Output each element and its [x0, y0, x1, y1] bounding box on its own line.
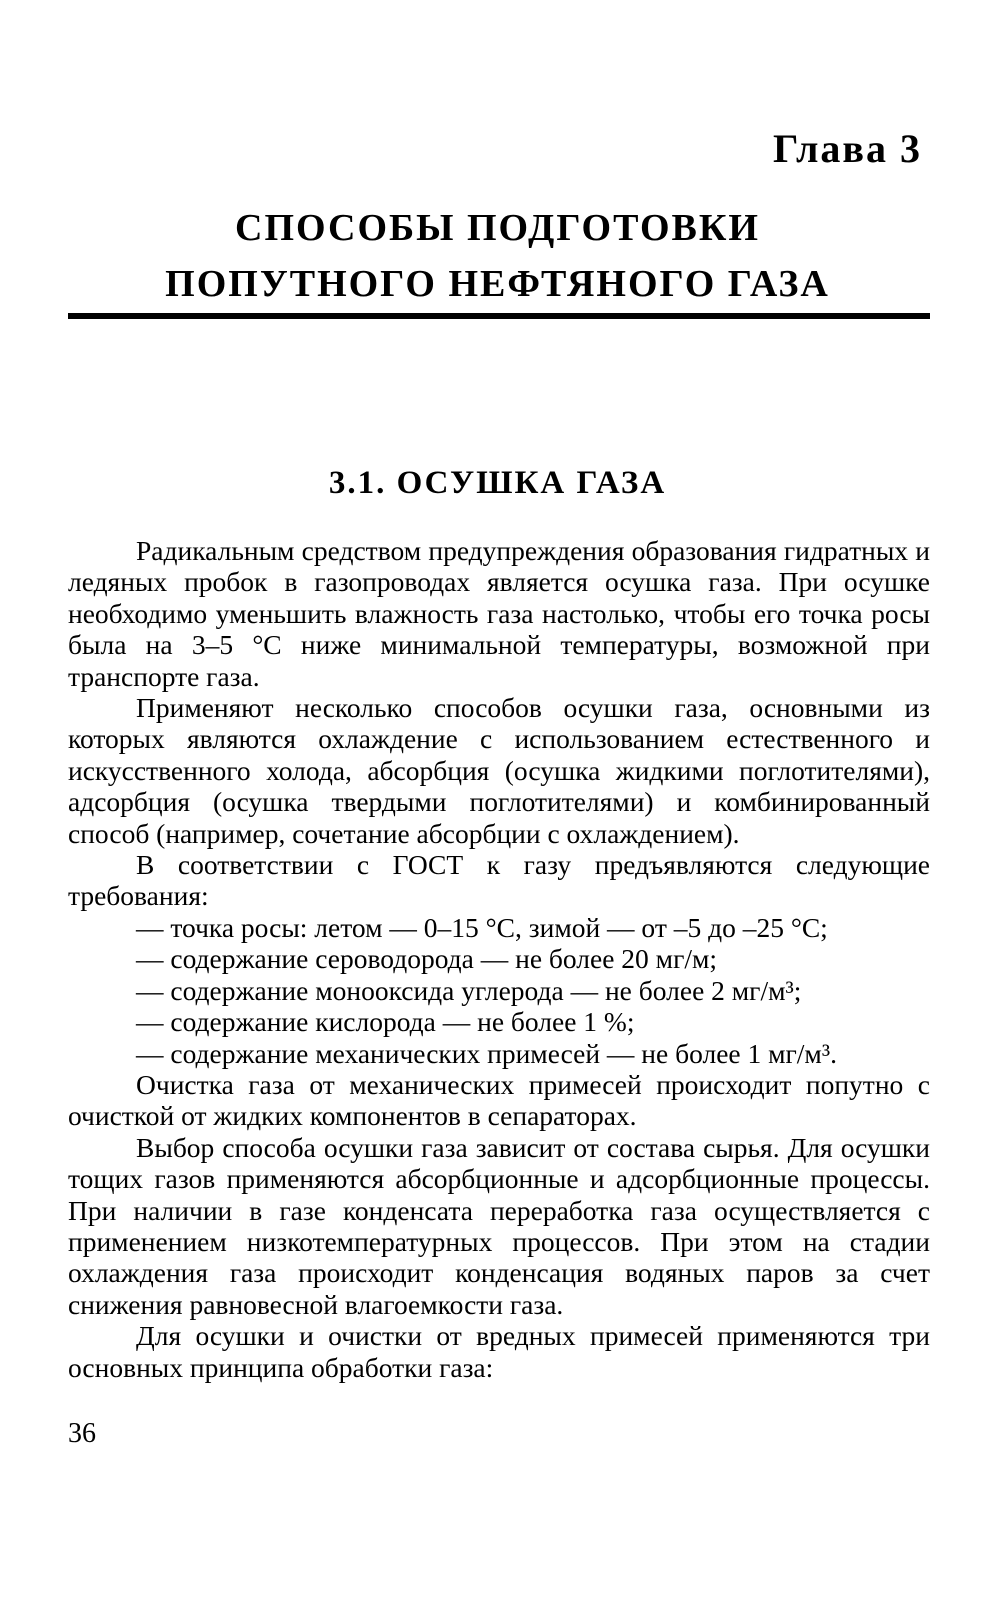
chapter-title-line: СПОСОБЫ ПОДГОТОВКИ	[235, 207, 760, 249]
chapter-divider	[68, 313, 930, 319]
list-item: — содержание сероводорода — не более 20 мг/м;	[136, 943, 718, 975]
list-item: — содержание механических примесей — не более 1 мг/м³.	[136, 1037, 837, 1069]
list-item: — содержание монооксида углерода — не более 2 мг/м³;	[136, 974, 802, 1006]
paragraph: Очистка газа от механических примесей происходит попутно с очисткой от жидких компонентов в сепараторах.	[68, 1068, 930, 1132]
chapter-title	[60, 200, 935, 312]
page-number: 36	[68, 1418, 96, 1449]
chapter-label: Глава 3	[773, 126, 922, 171]
paragraph: Выбор способа осушки газа зависит от состава сырья. Для осушки тощих газов применяются абсорбционные и адсорбционные процессы. При наличии в газе конденсата переработка газа осуществляется с применением низкотемпературных процессов. При этом на стадии охлаждения газа происходит конденсация водяных паров за счет снижения равновесной влагоемкости газа.	[68, 1131, 930, 1320]
list-item: — содержание кислорода — не более 1 %;	[136, 1006, 635, 1038]
paragraph: В соответствии с ГОСТ к газу предъявляются следующие требования:	[68, 849, 930, 912]
requirements-list	[68, 912, 930, 1069]
section-heading: 3.1. ОСУШКА ГАЗА	[328, 465, 667, 501]
body-text	[68, 535, 930, 1383]
chapter-title-line: ПОПУТНОГО НЕФТЯНОГО ГАЗА	[165, 263, 830, 305]
paragraph: Радикальным средством предупреждения образования гидратных и ледяных пробок в газопроводах является осушка газа. При осушке необходимо уменьшить влажность газа настолько, чтобы его точка росы была на 3–5 °С ниже минимальной температуры, возможной при транспорте газа.	[68, 535, 930, 692]
paragraph: Применяют несколько способов осушки газа, основными из которых являются охлаждение с использованием естественного и искусственного холода, абсорбция (осушка жидкими поглотителями), адсорбция (осушка твердыми поглотителями) и комбинированный способ (например, сочетание абсорбции с охлаждением).	[68, 692, 930, 849]
paragraph: Для осушки и очистки от вредных примесей применяются три основных принципа обработки газа:	[68, 1320, 930, 1383]
list-item: — точка росы: летом — 0–15 °С, зимой — от –5 до –25 °С;	[136, 911, 828, 943]
